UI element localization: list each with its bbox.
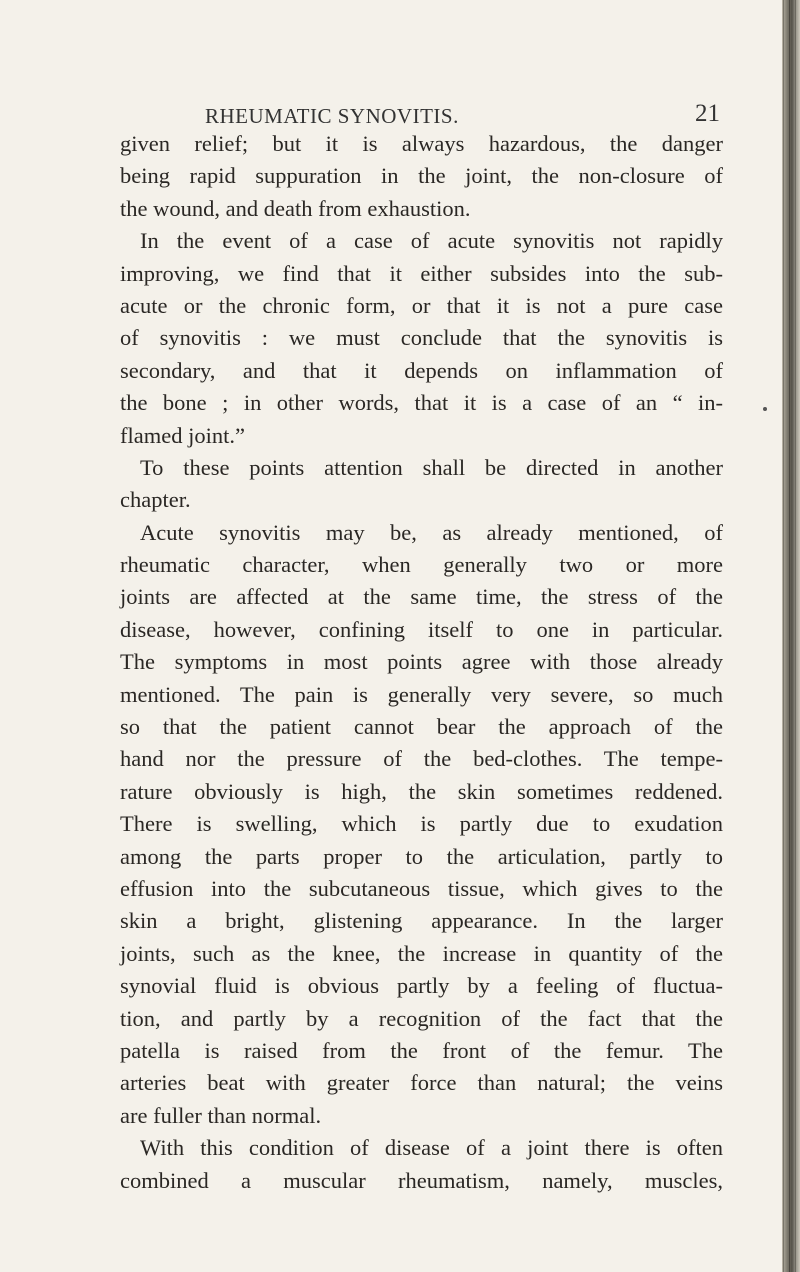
edge-line	[795, 0, 796, 1272]
text-line: rature obviously is high, the skin sometimes reddened.	[120, 778, 723, 804]
edge-line	[789, 0, 790, 1272]
text-line: arteries beat with greater force than natural; the veins	[120, 1070, 723, 1096]
text-line: given relief; but it is always hazardous, the danger	[120, 131, 723, 156]
running-head: RHEUMATIC SYNOVITIS.	[205, 104, 459, 128]
text-line: mentioned. The pain is generally very severe, so much	[120, 681, 723, 707]
page-edge-binding	[782, 0, 800, 1272]
text-line: being rapid suppuration in the joint, the non-closure of	[120, 163, 723, 189]
ink-speck	[763, 407, 767, 411]
text-line: the wound, and death from exhaustion.	[120, 195, 471, 221]
text-line: synovial fluid is obvious partly by a feeling of fluctua-	[120, 973, 723, 999]
text-line: so that the patient cannot bear the approach of the	[120, 714, 723, 740]
text-line: patella is raised from the front of the femur. The	[120, 1037, 723, 1063]
text-line: among the parts proper to the articulation, partly to	[120, 843, 723, 869]
text-line: are fuller than normal.	[120, 1102, 322, 1128]
text-line: improving, we find that it either subsides into the sub-	[120, 260, 723, 286]
text-line: secondary, and that it depends on inflammation of	[120, 357, 723, 383]
body-text	[120, 128, 723, 1197]
text-line: rheumatic character, when generally two or more	[120, 552, 723, 578]
text-line: hand nor the pressure of the bed-clothes. The tempe-	[120, 746, 723, 772]
text-line: In the event of a case of acute synovitis not rapidly	[140, 228, 723, 254]
text-line: flamed joint.”	[120, 422, 245, 448]
text-line: Acute synovitis may be, as already mentioned, of	[140, 519, 723, 545]
text-line: disease, however, confining itself to one in particular.	[120, 616, 723, 642]
text-line: chapter.	[120, 487, 191, 513]
text-line: the bone ; in other words, that it is a case of an “ in-	[120, 390, 723, 416]
text-line: joints are affected at the same time, the stress of the	[120, 584, 723, 610]
text-line: To these points attention shall be directed in another	[140, 454, 723, 480]
text-line: combined a muscular rheumatism, namely, muscles,	[120, 1167, 723, 1193]
page-header	[120, 100, 720, 130]
text-line: joints, such as the knee, the increase in quantity of the	[120, 940, 723, 966]
text-line: There is swelling, which is partly due to exudation	[120, 811, 723, 837]
text-line: The symptoms in most points agree with those already	[120, 649, 723, 675]
text-line: acute or the chronic form, or that it is not a pure case	[120, 292, 723, 318]
edge-line	[783, 0, 784, 1272]
text-line: effusion into the subcutaneous tissue, which gives to the	[120, 875, 723, 901]
text-line: of synovitis : we must conclude that the synovitis is	[120, 325, 723, 351]
text-line: skin a bright, glistening appearance. In the larger	[120, 908, 723, 934]
text-line: With this condition of disease of a joint there is often	[140, 1135, 723, 1161]
page-number: 21	[695, 100, 720, 127]
text-line: tion, and partly by a recognition of the fact that the	[120, 1005, 723, 1031]
